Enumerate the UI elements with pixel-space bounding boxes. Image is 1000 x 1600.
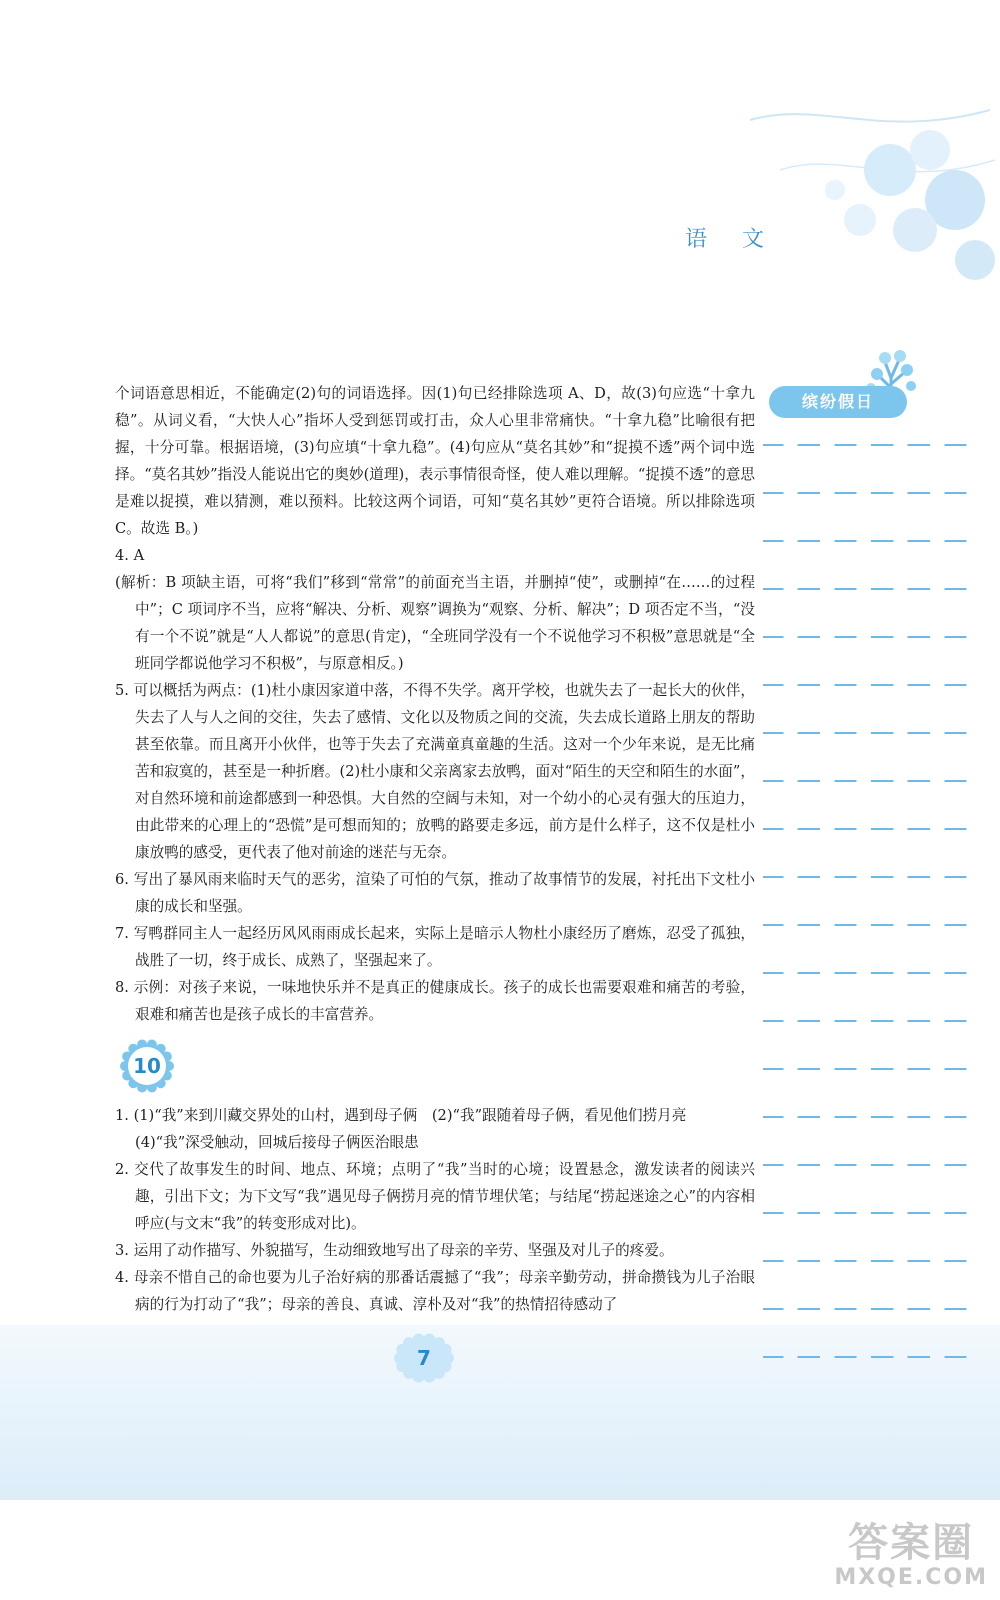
note-line	[763, 1020, 981, 1022]
answer-list-a	[115, 542, 755, 1028]
watermark-url: MXQE.COM	[834, 1565, 988, 1590]
subject-title: 语 文	[685, 227, 778, 252]
answer-item: 6. 写出了暴风雨来临时天气的恶劣，渲染了可怕的气氛，推动了故事情节的发展，衬托出下文杜小康的成长和坚强。	[115, 871, 755, 915]
answer-item: 2. 交代了故事发生的时间、地点、环境；点明了“我”当时的心境；设置悬念，激发读者的阅读兴趣，引出下文；为下文写“我”遇见母子俩捞月亮的情节埋伏笔；与结尾“捞起迷途之心”的内容相呼应(与文末“我”的转变形成对比)。	[115, 1161, 755, 1232]
note-line	[763, 924, 981, 926]
note-line	[763, 1116, 981, 1118]
section-badge	[119, 1038, 175, 1094]
note-line	[763, 780, 981, 782]
answer-item: (4)“我”深受触动，回城后接母子俩医治眼患	[135, 1134, 419, 1151]
note-line	[763, 684, 981, 686]
note-line	[763, 492, 981, 494]
answer-item: 7. 写鸭群同主人一起经历风风雨雨成长起来，实际上是暗示人物杜小康经历了磨炼，忍受了孤独，战胜了一切，终于成长、成熟了，坚强起来了。	[115, 925, 755, 969]
note-line	[763, 1308, 981, 1310]
answer-item: 4. A	[115, 547, 145, 564]
answer-item: 1. (1)“我”来到川藏交界处的山村，遇到母子俩 (2)“我”跟随着母子俩，看见他们捞月亮	[115, 1107, 687, 1124]
note-line	[763, 1068, 981, 1070]
note-line	[763, 876, 981, 878]
page-number: 7	[417, 1346, 431, 1370]
note-line	[763, 444, 981, 446]
section-number: 10	[133, 1054, 161, 1078]
answer-item: (解析：B 项缺主语，可将“我们”移到“常常”的前面充当主语，并删掉“使”，或删掉“在……的过程中”；C 项词序不当，应将“解决、分析、观察”调换为“观察、分析、解决”；D 项否定不当，“没有一个不说”就是“人人都说”的意思(肯定)，“全班同学没有一个不说他学习不积极”意思就是“全班同学都说他学习不积极”，与原意相反。)	[115, 574, 755, 672]
answer-list-b	[115, 1102, 755, 1318]
answer-content	[115, 380, 755, 1318]
note-line	[763, 972, 981, 974]
page-number-badge	[392, 1330, 456, 1386]
notes-badge: 缤纷假日	[769, 386, 907, 418]
note-line	[763, 828, 981, 830]
note-line	[763, 1356, 981, 1358]
note-line	[763, 1260, 981, 1262]
note-line	[763, 732, 981, 734]
continuation-paragraph: 个词语意思相近，不能确定(2)句的词语选择。因(1)句已经排除选项 A、D，故(3)句应选“十拿九稳”。从词义看，“大快人心”指坏人受到惩罚或打击，众人心里非常痛快。“十拿九稳”比喻很有把握，十分可靠。根据语境，(3)句应填“十拿九稳”。(4)句应从“莫名其妙”和“捉摸不透”两个词中选择。“莫名其妙”指没人能说出它的奥妙(道理)，表示事情很奇怪，使人难以理解。“捉摸不透”的意思是难以捉摸，难以猜测，难以预料。比较这两个词语，可知“莫名其妙”更符合语境。所以排除选项 C。故选 B。)	[115, 385, 755, 537]
note-lines	[763, 444, 981, 1404]
answer-item: 3. 运用了动作描写、外貌描写，生动细致地写出了母亲的辛劳、坚强及对儿子的疼爱。	[115, 1242, 674, 1259]
answer-item: 4. 母亲不惜自己的命也要为儿子治好病的那番话震撼了“我”；母亲辛勤劳动，拼命攒钱为儿子治眼病的行为打动了“我”；母亲的善良、真诚、淳朴及对“我”的热情招待感动了	[115, 1269, 755, 1313]
note-line	[763, 1164, 981, 1166]
watermark	[834, 1521, 988, 1590]
watermark-logo: 答案圈	[848, 1520, 975, 1566]
floral-decoration-icon	[740, 80, 1000, 310]
answer-item: 8. 示例：对孩子来说，一味地快乐并不是真正的健康成长。孩子的成长也需要艰难和痛苦的考验，艰难和痛苦也是孩子成长的丰富营养。	[115, 979, 755, 1023]
note-line	[763, 636, 981, 638]
note-line	[763, 540, 981, 542]
note-line	[763, 588, 981, 590]
answer-item: 5. 可以概括为两点：(1)杜小康因家道中落，不得不失学。离开学校，也就失去了一起长大的伙伴，失去了人与人之间的交往，失去了感情、文化以及物质之间的交流，失去成长道路上朋友的帮助甚至依靠。而且离开小伙伴，也等于失去了充满童真童趣的生活。这对一个少年来说，是无比痛苦和寂寞的，甚至是一种折磨。(2)杜小康和父亲离家去放鸭，面对“陌生的天空和陌生的水面”，对自然环境和前途都感到一种恐惧。大自然的空阔与未知，对一个幼小的心灵有强大的压迫力，由此带来的心理上的“恐慌”是可想而知的；放鸭的路要走多远，前方是什么样子，这不仅是杜小康放鸭的感受，更代表了他对前途的迷茫与无奈。	[115, 682, 755, 861]
note-line	[763, 1212, 981, 1214]
